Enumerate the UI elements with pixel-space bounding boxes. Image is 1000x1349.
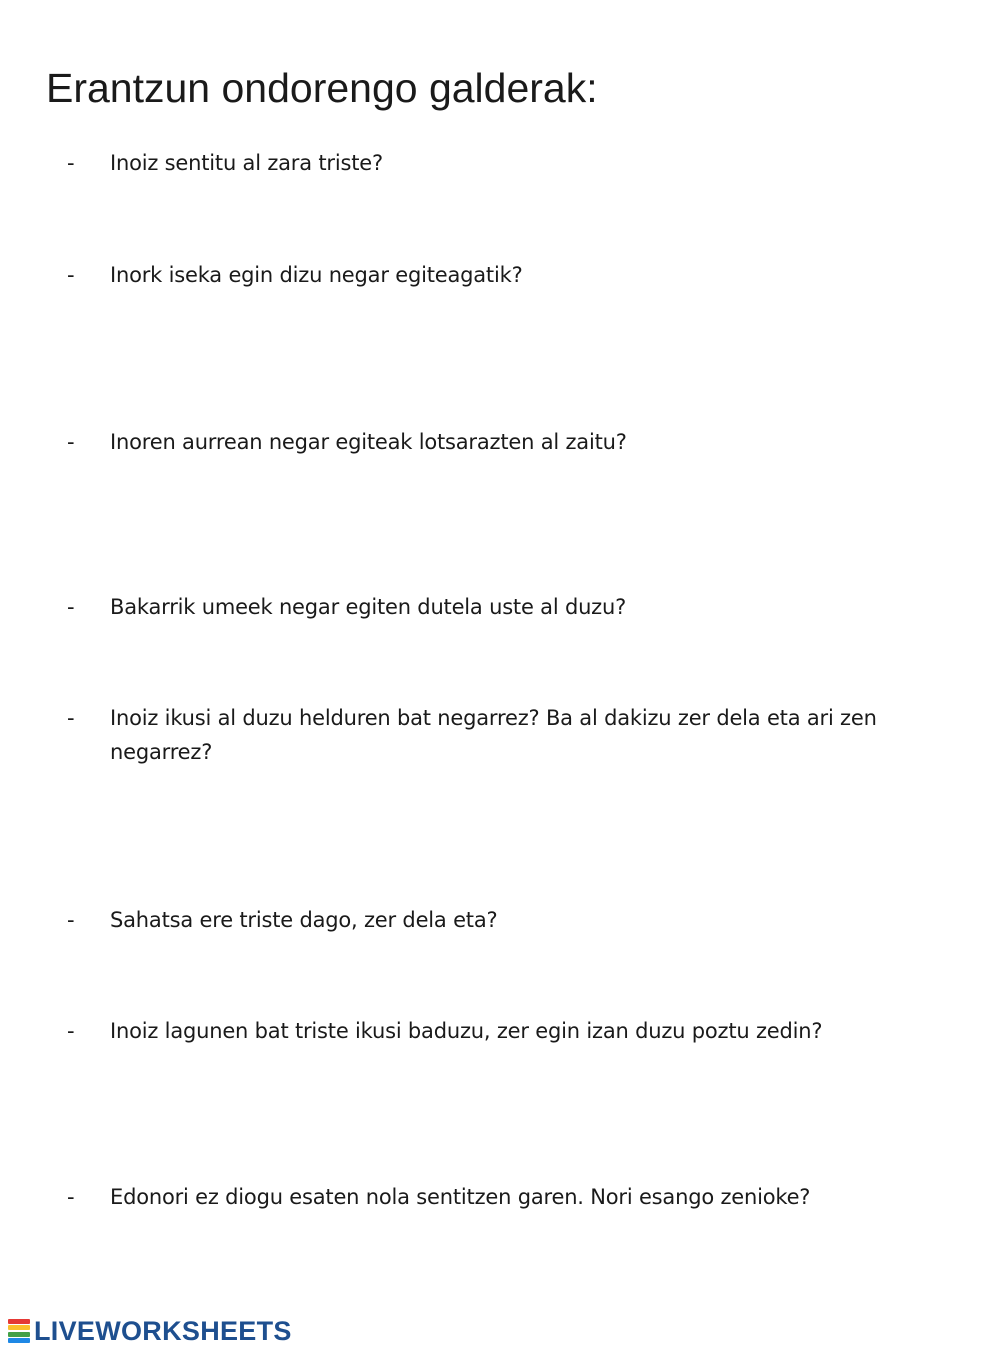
bullet-dash: - [67,1185,75,1209]
bullet-dash: - [67,595,75,619]
worksheet-title: Erantzun ondorengo galderak: [46,65,598,111]
question-text: Inoiz sentitu al zara triste? [110,151,383,175]
bullet-dash: - [67,1019,75,1043]
logo-bar-1 [8,1319,30,1324]
question-text: Sahatsa ere triste dago, zer dela eta? [110,908,498,932]
logo-bar-2 [8,1325,30,1330]
logo-bar-4 [8,1338,30,1343]
question-text: Edonori ez diogu esaten nola sentitzen garen. Nori esango zenioke? [110,1185,811,1209]
question-text: Inoiz ikusi al duzu helduren bat negarrez? Ba al dakizu zer dela eta ari zen negarrez? [110,706,877,764]
logo-bar-3 [8,1332,30,1337]
liveworksheets-logo [8,1316,292,1346]
question-text: Inork iseka egin dizu negar egiteagatik? [110,263,523,287]
question-text: Inoren aurrean negar egiteak lotsarazten al zaitu? [110,430,627,454]
bullet-dash: - [67,263,75,287]
logo-text: LIVEWORKSHEETS [34,1315,292,1346]
bullet-dash: - [67,430,75,454]
question-text: Bakarrik umeek negar egiten dutela uste al duzu? [110,595,627,619]
bullet-dash: - [67,706,75,730]
question-text: Inoiz lagunen bat triste ikusi baduzu, zer egin izan duzu poztu zedin? [110,1019,823,1043]
bullet-dash: - [67,908,75,932]
bullet-dash: - [67,151,75,175]
liveworksheets-logo-icon [8,1319,30,1343]
